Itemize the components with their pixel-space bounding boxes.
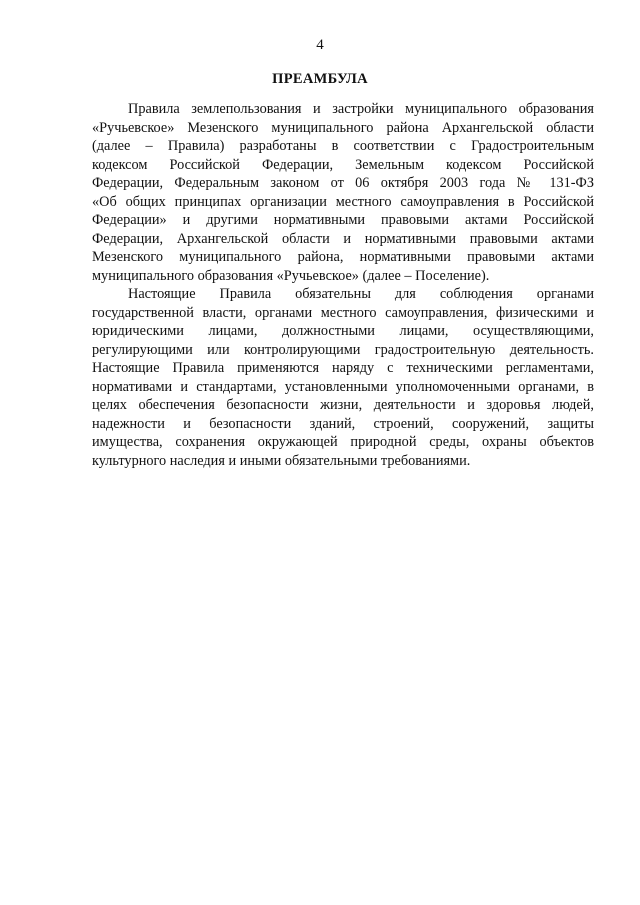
text-line: юридическими лицами, должностными лицами, осуществляющими, [92,323,594,339]
text-line: Настоящие Правила применяются наряду с техническими регламентами, [92,360,594,376]
text-line: Мезенского муниципального района, нормативными правовыми актами [92,249,594,265]
text-line: кодексом Российской Федерации, Земельным кодексом Российской [92,156,594,173]
section-heading: ПРЕАМБУЛА [272,71,368,87]
text-line: нормативами и стандартами, установленными уполномоченными органами, в [92,378,594,395]
text-line: целях обеспечения безопасности жизни, деятельности и здоровья людей, [92,397,594,413]
paragraph-preamble-2 [92,285,594,470]
text-line: надежности и безопасности зданий, строений, сооружений, защиты [92,415,594,432]
text-line: государственной власти, органами местного самоуправления, физическими и [92,304,594,321]
text-line: Федерации, Федеральным законом от 06 октября 2003 года № 131-ФЗ [92,175,594,191]
text-line: Правила землепользования и застройки муниципального образования [128,101,594,117]
text-line: культурного наследия и иными обязательными требованиями. [92,452,471,469]
text-line: регулирующими или контролирующими градостроительную деятельность. [92,341,594,358]
text-line: «Ручьевское» Мезенского муниципального района Архангельской области [92,119,594,136]
text-line: Федерации, Архангельской области и нормативными правовыми актами [92,230,594,247]
text-line: муниципального образования «Ручьевское» (далее – Поселение). [92,267,490,284]
text-line: имущества, сохранения окружающей природной среды, охраны объектов [92,434,594,450]
text-line: «Об общих принципах организации местного самоуправления в Российской [92,193,594,210]
paragraph-preamble-1 [92,100,594,285]
text-line: Федерации» и другими нормативными правовыми актами Российской [92,212,594,228]
text-line: Настоящие Правила обязательны для соблюдения органами [128,286,594,302]
page-number: 4 [316,37,324,53]
document-body [92,100,594,470]
text-line: (далее – Правила) разработаны в соответствии с Градостроительным [92,138,594,154]
